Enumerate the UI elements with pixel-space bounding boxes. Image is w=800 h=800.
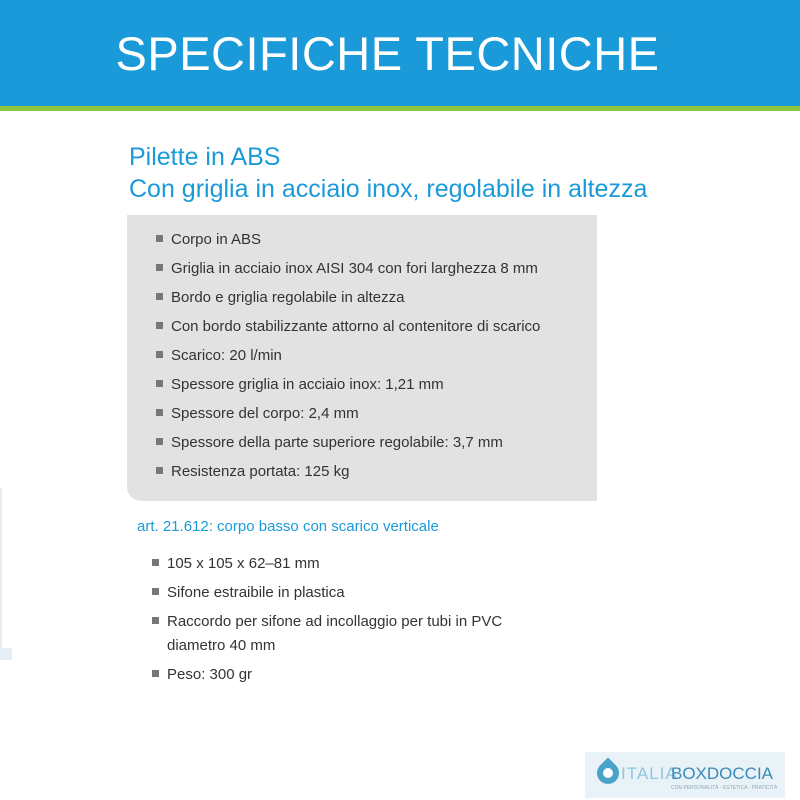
water-drop-icon bbox=[592, 757, 623, 788]
article-item bbox=[152, 612, 502, 632]
square-bullet-icon bbox=[156, 264, 163, 271]
logo-italia-text: ITALIA bbox=[621, 764, 678, 783]
square-bullet-icon bbox=[152, 559, 159, 566]
logo-brand-text: BOXDOCCIA bbox=[671, 764, 774, 783]
article-item-text: Sifone estraibile in plastica bbox=[167, 584, 345, 601]
spec-item-text: Spessore del corpo: 2,4 mm bbox=[171, 405, 359, 422]
article-item bbox=[152, 554, 320, 574]
spec-item bbox=[156, 404, 359, 424]
square-bullet-icon bbox=[156, 322, 163, 329]
left-edge-decoration bbox=[0, 488, 12, 660]
spec-item bbox=[156, 433, 503, 453]
square-bullet-icon bbox=[156, 438, 163, 445]
spec-item bbox=[156, 375, 444, 395]
spec-item bbox=[156, 288, 404, 308]
square-bullet-icon bbox=[156, 293, 163, 300]
product-subtitle: Con griglia in acciaio inox, regolabile in altezza bbox=[129, 175, 648, 203]
spec-item-text: Bordo e griglia regolabile in altezza bbox=[171, 289, 405, 306]
spec-item-text: Spessore della parte superiore regolabile: 3,7 mm bbox=[171, 434, 503, 451]
square-bullet-icon bbox=[152, 617, 159, 624]
decor-line bbox=[0, 488, 2, 648]
article-item-text: Peso: 300 gr bbox=[167, 666, 253, 683]
brand-logo bbox=[585, 752, 785, 798]
square-bullet-icon bbox=[152, 588, 159, 595]
spec-item-text: Con bordo stabilizzante attorno al contenitore di scarico bbox=[171, 318, 541, 335]
square-bullet-icon bbox=[156, 409, 163, 416]
article-item-text: diametro 40 mm bbox=[167, 637, 276, 654]
square-bullet-icon bbox=[156, 467, 163, 474]
spec-item bbox=[156, 462, 349, 482]
square-bullet-icon bbox=[156, 351, 163, 358]
spec-item-text: Spessore griglia in acciaio inox: 1,21 mm bbox=[171, 376, 444, 393]
square-bullet-icon bbox=[152, 670, 159, 677]
article-item-text: Raccordo per sifone ad incollaggio per tubi in PVC bbox=[167, 613, 503, 630]
article-title: art. 21.612: corpo basso con scarico verticale bbox=[137, 518, 439, 535]
spec-item-text: Corpo in ABS bbox=[171, 231, 262, 248]
spec-item bbox=[156, 259, 538, 279]
article-item-text: 105 x 105 x 62–81 mm bbox=[167, 555, 320, 572]
page-title: SPECIFICHE TECNICHE bbox=[115, 27, 660, 80]
decor-square bbox=[0, 648, 12, 660]
square-bullet-icon bbox=[156, 380, 163, 387]
spec-item bbox=[156, 230, 261, 250]
product-title: Pilette in ABS bbox=[129, 143, 281, 171]
spec-item-text: Griglia in acciaio inox AISI 304 con fori larghezza 8 mm bbox=[171, 260, 538, 277]
article-item bbox=[152, 665, 252, 685]
logo-tagline: CON PERSONALITÀ · ESTETICA · PRATICITÀ bbox=[671, 785, 778, 791]
spec-item-text: Resistenza portata: 125 kg bbox=[171, 463, 350, 480]
header-accent-stripe bbox=[0, 106, 800, 111]
article-item bbox=[152, 583, 345, 603]
spec-item-text: Scarico: 20 l/min bbox=[171, 347, 282, 364]
spec-item bbox=[156, 346, 282, 366]
spec-item bbox=[156, 317, 540, 337]
square-bullet-icon bbox=[156, 235, 163, 242]
